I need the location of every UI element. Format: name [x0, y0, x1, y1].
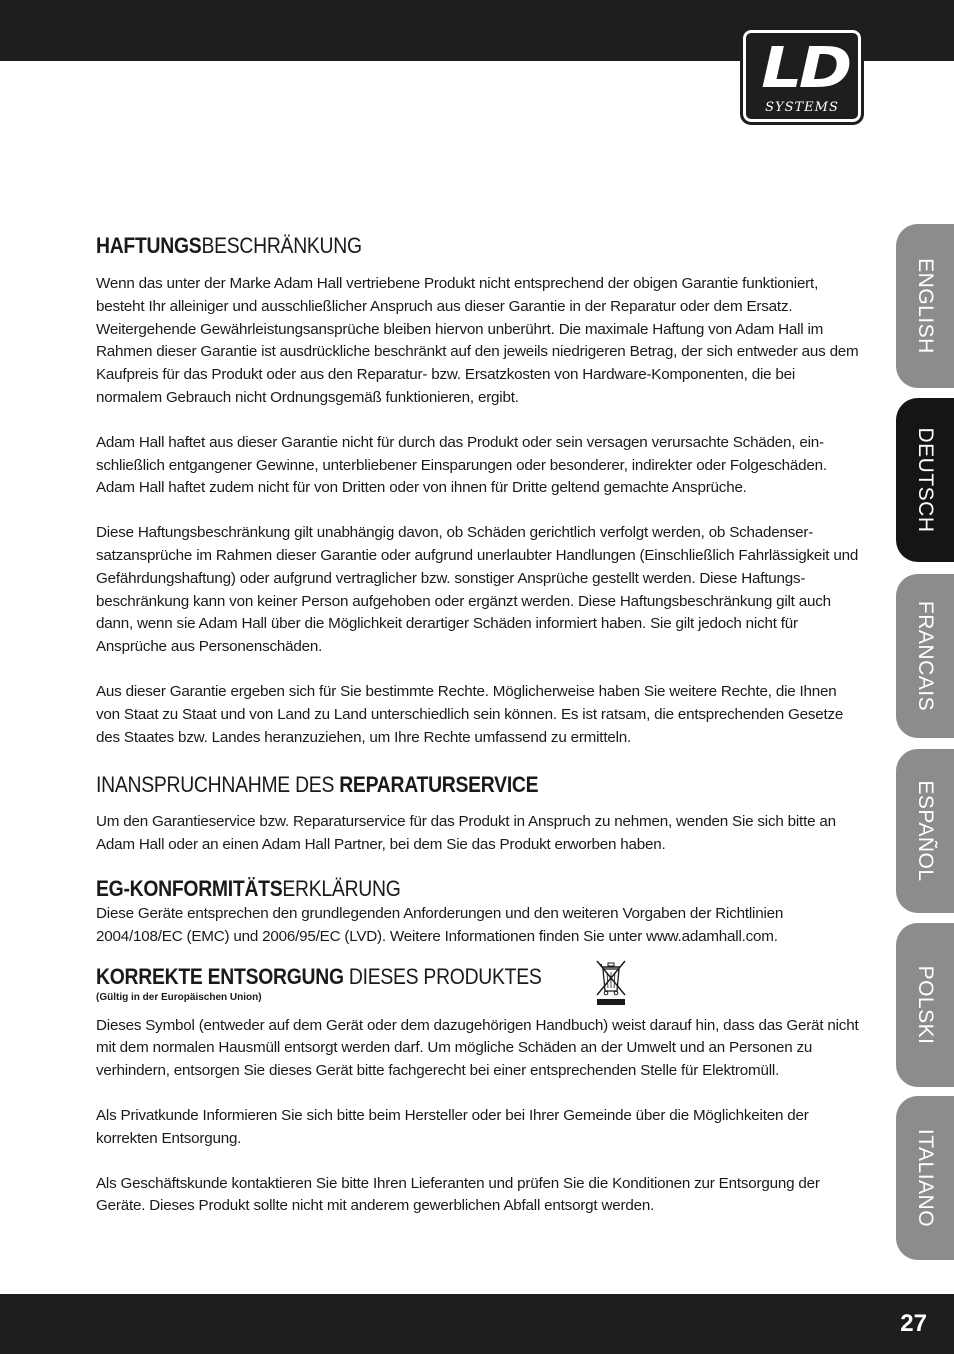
ld-systems-logo: [740, 27, 864, 125]
heading-konformitaet: [96, 875, 768, 903]
entsorgung-heading-row: [96, 963, 860, 991]
paragraph-konformitaet-1: Diese Geräte entsprechen den grundlegenden Anforderungen und den weiteren Vorgaben der Richtlinien 2004/108/EC (EMC) und 2006/95/EC (LVD). Weitere Informationen finden Sie unter www.adamhall.com.: [96, 904, 784, 945]
paragraph-entsorgung-3: Als Geschäftskunde kontaktieren Sie bitte Ihren Lieferanten und prüfen Sie die Konditionen zur Entsorgung der Geräte. Dieses Produkt sollte nicht mit anderem gewerblichen Abfall entsorgt werden.: [96, 1174, 820, 1215]
tab-francais-label: FRANCAIS: [914, 600, 937, 712]
tab-polski[interactable]: [896, 923, 954, 1087]
heading-entsorgung: [96, 963, 542, 991]
tab-italiano-label: ITALIANO: [914, 1128, 937, 1228]
paragraph-reparatur-1: Um den Garantieservice bzw. Reparaturservice für das Produkt in Anspruch zu nehmen, wenden Sie sich bitte an Adam Hall oder an einen Adam Hall Partner, bei dem Sie das Produkt erworben haben.: [96, 813, 836, 854]
tab-polski-label: POLSKI: [914, 965, 937, 1045]
heading-haftung: [96, 232, 768, 260]
paragraph-entsorgung-1: Dieses Symbol (entweder auf dem Gerät oder dem dazugehörigen Handbuch) weist darauf hin, dass das Gerät nicht mit dem normalen Hausmüll entsorgt werden darf. Um mögliche Schäden an der Umwelt und an Personen zu verhindern, entsorgen Sie dieses Gerät bitte fachgerecht bei einer entsprechenden Stelle für Elektromüll.: [96, 1016, 859, 1080]
heading-entsorgung-bold: KORREKTE ENTSORGUNG: [96, 963, 344, 989]
tab-francais[interactable]: [896, 574, 954, 738]
logo-subtitle: SYSTEMS: [765, 100, 839, 115]
heading-reparatur-bold: REPARATURSERVICE: [339, 772, 539, 798]
heading-konformitaet-regular: ERKLÄRUNG: [282, 875, 401, 901]
heading-haftung-regular: BESCHRÄNKUNG: [201, 233, 362, 258]
paragraph-entsorgung-2: Als Privatkunde Informieren Sie sich bitte beim Hersteller oder bei Ihrer Gemeinde über die Möglichkeiten der korrekten Entsorgung.: [96, 1106, 809, 1147]
tab-italiano[interactable]: [896, 1096, 954, 1260]
tab-deutsch-label: DEUTSCH: [914, 427, 937, 533]
heading-haftung-bold: HAFTUNGS: [96, 233, 202, 258]
heading-entsorgung-regular: DIESES PRODUKTES: [343, 963, 542, 989]
paragraph-haftung-2: Adam Hall haftet aus dieser Garantie nicht für durch das Produkt oder sein versagen verursachte Schäden, ein-schließlich entgangener Gewinne, unterbliebener Einsparungen oder besonderer, indirekter oder Folgeschäden. Adam Hall haftet zudem nicht für von Dritten oder von ihnen für Dritte geltend gemachte Ansprüche.: [96, 433, 827, 497]
page-number: 27: [900, 1310, 927, 1337]
tab-espanol-label: ESPAÑOL: [914, 780, 937, 882]
bottom-bar: [0, 1294, 954, 1354]
logo-inner: [749, 36, 855, 116]
logo-letters: LD: [761, 36, 849, 101]
heading-konformitaet-bold: EG-KONFORMITÄTS: [96, 875, 283, 901]
tab-deutsch[interactable]: [896, 398, 954, 562]
tab-english[interactable]: [896, 224, 954, 388]
entsorgung-subnote: (Gültig in der Europäischen Union): [96, 991, 262, 1003]
heading-reparatur: [96, 771, 768, 799]
paragraph-haftung-3: Diese Haftungsbeschränkung gilt unabhängig davon, ob Schäden gerichtlich verfolgt werden, ob Schadenser-satzansprüche im Rahmen dieser Garantie oder aufgrund unerlaubter Handlungen (Einschließlich Fahrlässigkeit und Gefährdungshaftung) oder aufgrund vertraglicher bzw. sonstiger Ansprüche gestellt werden. Diese Haftungs-beschränkung kann von keiner Person aufgehoben oder ergänzt werden. Diese Haftungsbeschränkung gilt auch dann, wenn sie Adam Hall über die Möglichkeit derartiger Schäden informiert haben. Sie gilt jedoch nicht für Ansprüche aus Personenschäden.: [96, 524, 859, 656]
crossed-bin-icon: [594, 957, 628, 1009]
main-content: [96, 232, 860, 1218]
tab-english-label: ENGLISH: [914, 258, 937, 354]
heading-reparatur-regular: INANSPRUCHNAHME DES: [96, 772, 340, 798]
tab-espanol[interactable]: [896, 749, 954, 913]
paragraph-haftung-4: Aus dieser Garantie ergeben sich für Sie bestimmte Rechte. Möglicherweise haben Sie weitere Rechte, die Ihnen von Staat zu Staat und von Land zu Land unterschiedlich sein können. Es ist ratsam, die entsprechenden Gesetze des Staates bzw. Landes heranzuziehen, um Ihre Rechte umfassend zu ermitteln.: [96, 682, 844, 746]
paragraph-haftung-1: Wenn das unter der Marke Adam Hall vertriebene Produkt nicht entsprechend der obigen Garantie funktioniert, besteht Ihr alleiniger und ausschließlicher Anspruch aus dieser Garantie in der Reparatur oder dem Ersatz. Weitergehende Gewährleistungsansprüche bleiben hiervon unberührt. Die maximale Haftung von Adam Hall im Rahmen dieser Garantie ist ausdrückliche beschränkt auf den jeweils niedrigeren Betrag, der sich entweder aus dem Kaufpreis für das Produkt oder aus den Reparatur- bzw. Ersatzkosten von Hardware-Komponenten, die bei normalem Gebrauch nicht Ordnungsgemäß funktionieren, ergibt.: [96, 275, 859, 406]
